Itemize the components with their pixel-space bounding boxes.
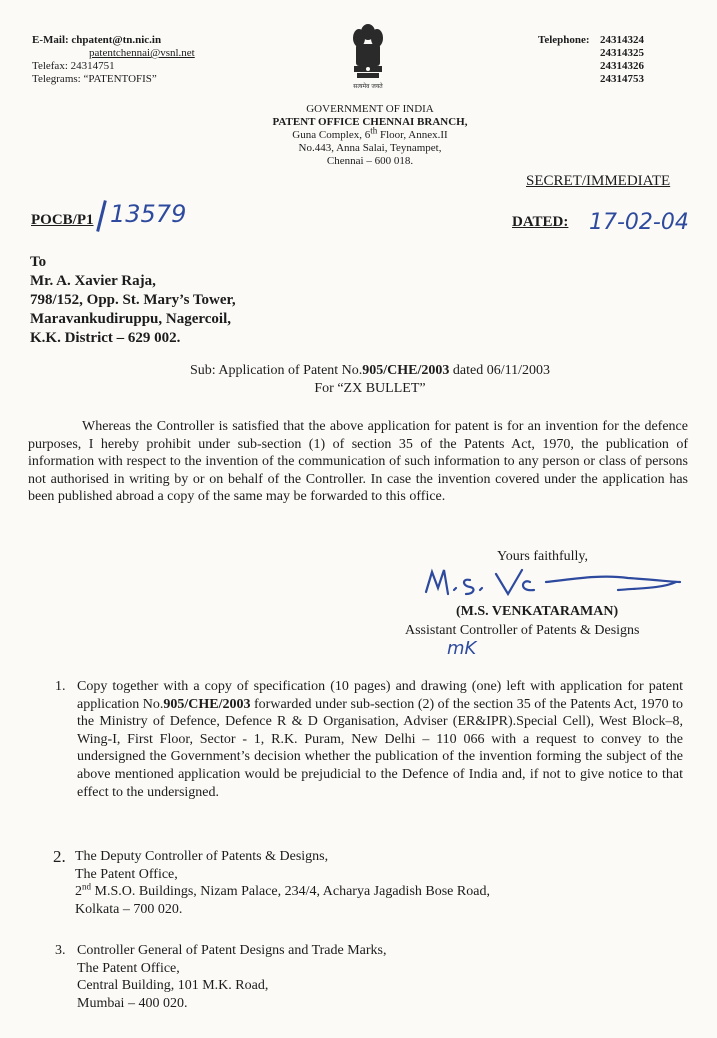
addressee-line: 798/152, Opp. St. Mary’s Tower, (30, 292, 236, 308)
closing-salutation: Yours faithfully, (497, 549, 589, 564)
addressee-line: Mr. A. Xavier Raja, (30, 273, 156, 289)
dated-value: 17-02-04 (589, 210, 689, 235)
office-line: GOVERNMENT OF INDIA (306, 103, 434, 115)
reference-label: POCB/P1 (31, 212, 94, 228)
handwritten-signature (418, 560, 698, 610)
telephone-number: 24314324 (600, 34, 644, 46)
telegrams: Telegrams: “PATENTOFIS” (32, 73, 157, 85)
item-number: 2. (53, 847, 66, 866)
subject-block: Sub: Application of Patent No.905/CHE/2003 dated 06/11/2003 For “ZX BULLET” (100, 362, 640, 398)
email-address-2: patentchennai@vsnl.net (89, 47, 195, 59)
reference-number: 13579 (110, 200, 187, 228)
office-line: Chennai – 600 018. (326, 155, 414, 167)
classification-stamp: SECRET/IMMEDIATE (526, 173, 671, 189)
office-address (240, 103, 500, 168)
item-number: 1. (55, 679, 66, 694)
patent-number: 905/CHE/2003 (362, 363, 450, 378)
handwritten-slash (96, 200, 107, 232)
to-label: To (30, 254, 47, 270)
addressee-block (30, 253, 236, 348)
telefax: Telefax: 24314751 (32, 60, 115, 72)
body-paragraph: Whereas the Controller is satisfied that the above application for patent is for an invention for the defence purposes, I hereby prohibit under sub-section (1) of section 35 of the Patents Act, 1970, the publication of information with respect to the invention of the communication of such information to any person or class of persons not authorised in writing by or on behalf of the Controller. In case the invention covered under the application has been published abroad a copy of the same may be forwarded to this office. (28, 419, 688, 505)
contact-email-block (32, 34, 262, 86)
addressee-line: Maravankudiruppu, Nagercoil, (30, 311, 231, 327)
email-label: E-Mail: (32, 34, 69, 46)
telephone-block (538, 34, 698, 86)
dated-label: DATED: (512, 214, 569, 230)
telephone-number: 24314753 (600, 73, 644, 85)
email-address-1: chpatent@tn.nic.in (71, 34, 162, 46)
office-name: PATENT OFFICE CHENNAI BRANCH, (272, 116, 468, 128)
telephone-number: 24314326 (600, 60, 644, 72)
office-line: Guna Complex, 6th Floor, Annex.II (292, 125, 448, 141)
office-line: No.443, Anna Salai, Teynampet, (298, 142, 442, 154)
handwritten-initials: mK (447, 638, 477, 659)
signer-name: (M.S. VENKATARAMAN) (456, 604, 619, 619)
telephone-number: 24314325 (600, 47, 644, 59)
invention-title: For “ZX BULLET” (314, 381, 426, 396)
item-number: 3. (55, 943, 66, 958)
patent-number: 905/CHE/2003 (163, 696, 251, 712)
telephone-label: Telephone: (538, 34, 590, 46)
national-emblem-icon (348, 22, 388, 92)
signer-title: Assistant Controller of Patents & Designs (405, 623, 640, 638)
emblem-caption: सत्यमेव जयते (353, 83, 383, 90)
addressee-line: K.K. District – 629 002. (30, 330, 181, 346)
